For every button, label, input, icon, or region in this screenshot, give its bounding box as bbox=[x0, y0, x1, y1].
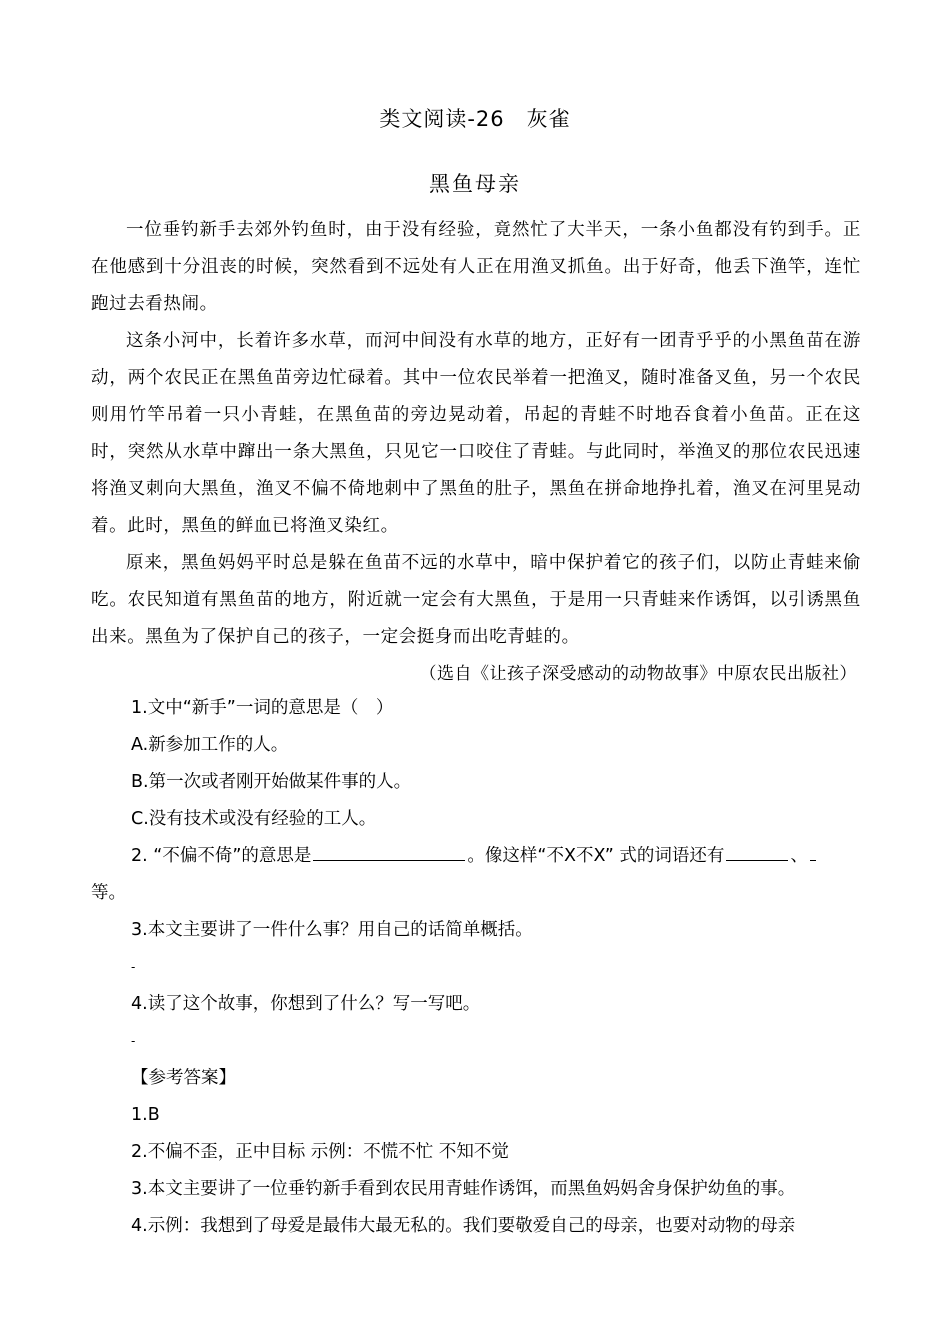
answer-line: - bbox=[131, 960, 136, 974]
answer-line: - bbox=[131, 1034, 136, 1048]
answer-3: 3.本文主要讲了一位垂钓新手看到农民用青蛙作诱饵，而黑鱼妈妈舍身保护幼鱼的事。 bbox=[131, 1179, 796, 1199]
answers-heading: 【参考答案】 bbox=[131, 1068, 236, 1088]
passage-title: 黑鱼母亲 bbox=[429, 172, 521, 196]
question-1-option-c: C.没有技术或没有经验的工人。 bbox=[131, 809, 377, 829]
answer-2: 2.不偏不歪，正中目标 示例：不慌不忙 不知不觉 bbox=[131, 1142, 509, 1162]
document-title: 类文阅读-26 灰雀 bbox=[379, 107, 571, 131]
answer-1: 1.B bbox=[131, 1105, 160, 1125]
question-2-end: 等。 bbox=[91, 883, 126, 903]
passage-source: （选自《让孩子深受感动的动物故事》中原农民出版社） bbox=[419, 664, 857, 684]
answer-4: 4.示例：我想到了母爱是最伟大最无私的。我们要敬爱自己的母亲，也要对动物的母亲 bbox=[131, 1216, 796, 1236]
answer-blank[interactable] bbox=[313, 842, 465, 861]
question-2 bbox=[91, 838, 861, 875]
questions-section bbox=[91, 690, 861, 1245]
passage-paragraph: 这条小河中，长着许多水草，而河中间没有水草的地方，正好有一团青乎乎的小黑鱼苗在游动，两个农民正在黑鱼苗旁边忙碌着。其中一位农民举着一把渔叉，随时准备叉鱼，另一个农民则用竹竿吊着一只小青蛙，在黑鱼苗的旁边晃动着，吊起的青蛙不时地吞食着小鱼苗。正在这时，突然从水草中蹿出一条大黑鱼，只见它一口咬住了青蛙。与此同时，举渔叉的那位农民迅速将渔叉刺向大黑鱼，渔叉不偏不倚地刺中了黑鱼的肚子，黑鱼在拼命地挣扎着，渔叉在河里晃动着。此时，黑鱼的鲜血已将渔叉染红。 bbox=[91, 331, 861, 536]
question-2-text: 2. “不偏不倚”的意思是 bbox=[131, 846, 312, 866]
passage bbox=[91, 212, 861, 693]
passage-paragraph: 一位垂钓新手去郊外钓鱼时，由于没有经验，竟然忙了大半天，一条小鱼都没有钓到手。正在他感到十分沮丧的时候，突然看到不远处有人正在用渔叉抓鱼。出于好奇，他丢下渔竿，连忙跑过去看热闹。 bbox=[91, 220, 861, 314]
question-1: 1.文中“新手”一词的意思是（ ） bbox=[131, 698, 394, 718]
question-2-sep: 、 bbox=[790, 846, 808, 866]
answer-blank[interactable] bbox=[810, 842, 816, 861]
question-3: 3.本文主要讲了一件什么事？用自己的话简单概括。 bbox=[131, 920, 533, 940]
question-1-option-a: A.新参加工作的人。 bbox=[131, 735, 289, 755]
answer-blank[interactable] bbox=[726, 842, 788, 861]
passage-paragraph: 原来，黑鱼妈妈平时总是躲在鱼苗不远的水草中，暗中保护着它的孩子们，以防止青蛙来偷吃。农民知道有黑鱼苗的地方，附近就一定会有大黑鱼，于是用一只青蛙来作诱饵，以引诱黑鱼出来。黑鱼为了保护自己的孩子，一定会挺身而出吃青蛙的。 bbox=[91, 553, 861, 647]
question-2-text-2: 。像这样“不X不X” 式的词语还有 bbox=[467, 846, 725, 866]
question-4: 4.读了这个故事，你想到了什么？写一写吧。 bbox=[131, 994, 481, 1014]
question-1-option-b: B.第一次或者刚开始做某件事的人。 bbox=[131, 772, 412, 792]
